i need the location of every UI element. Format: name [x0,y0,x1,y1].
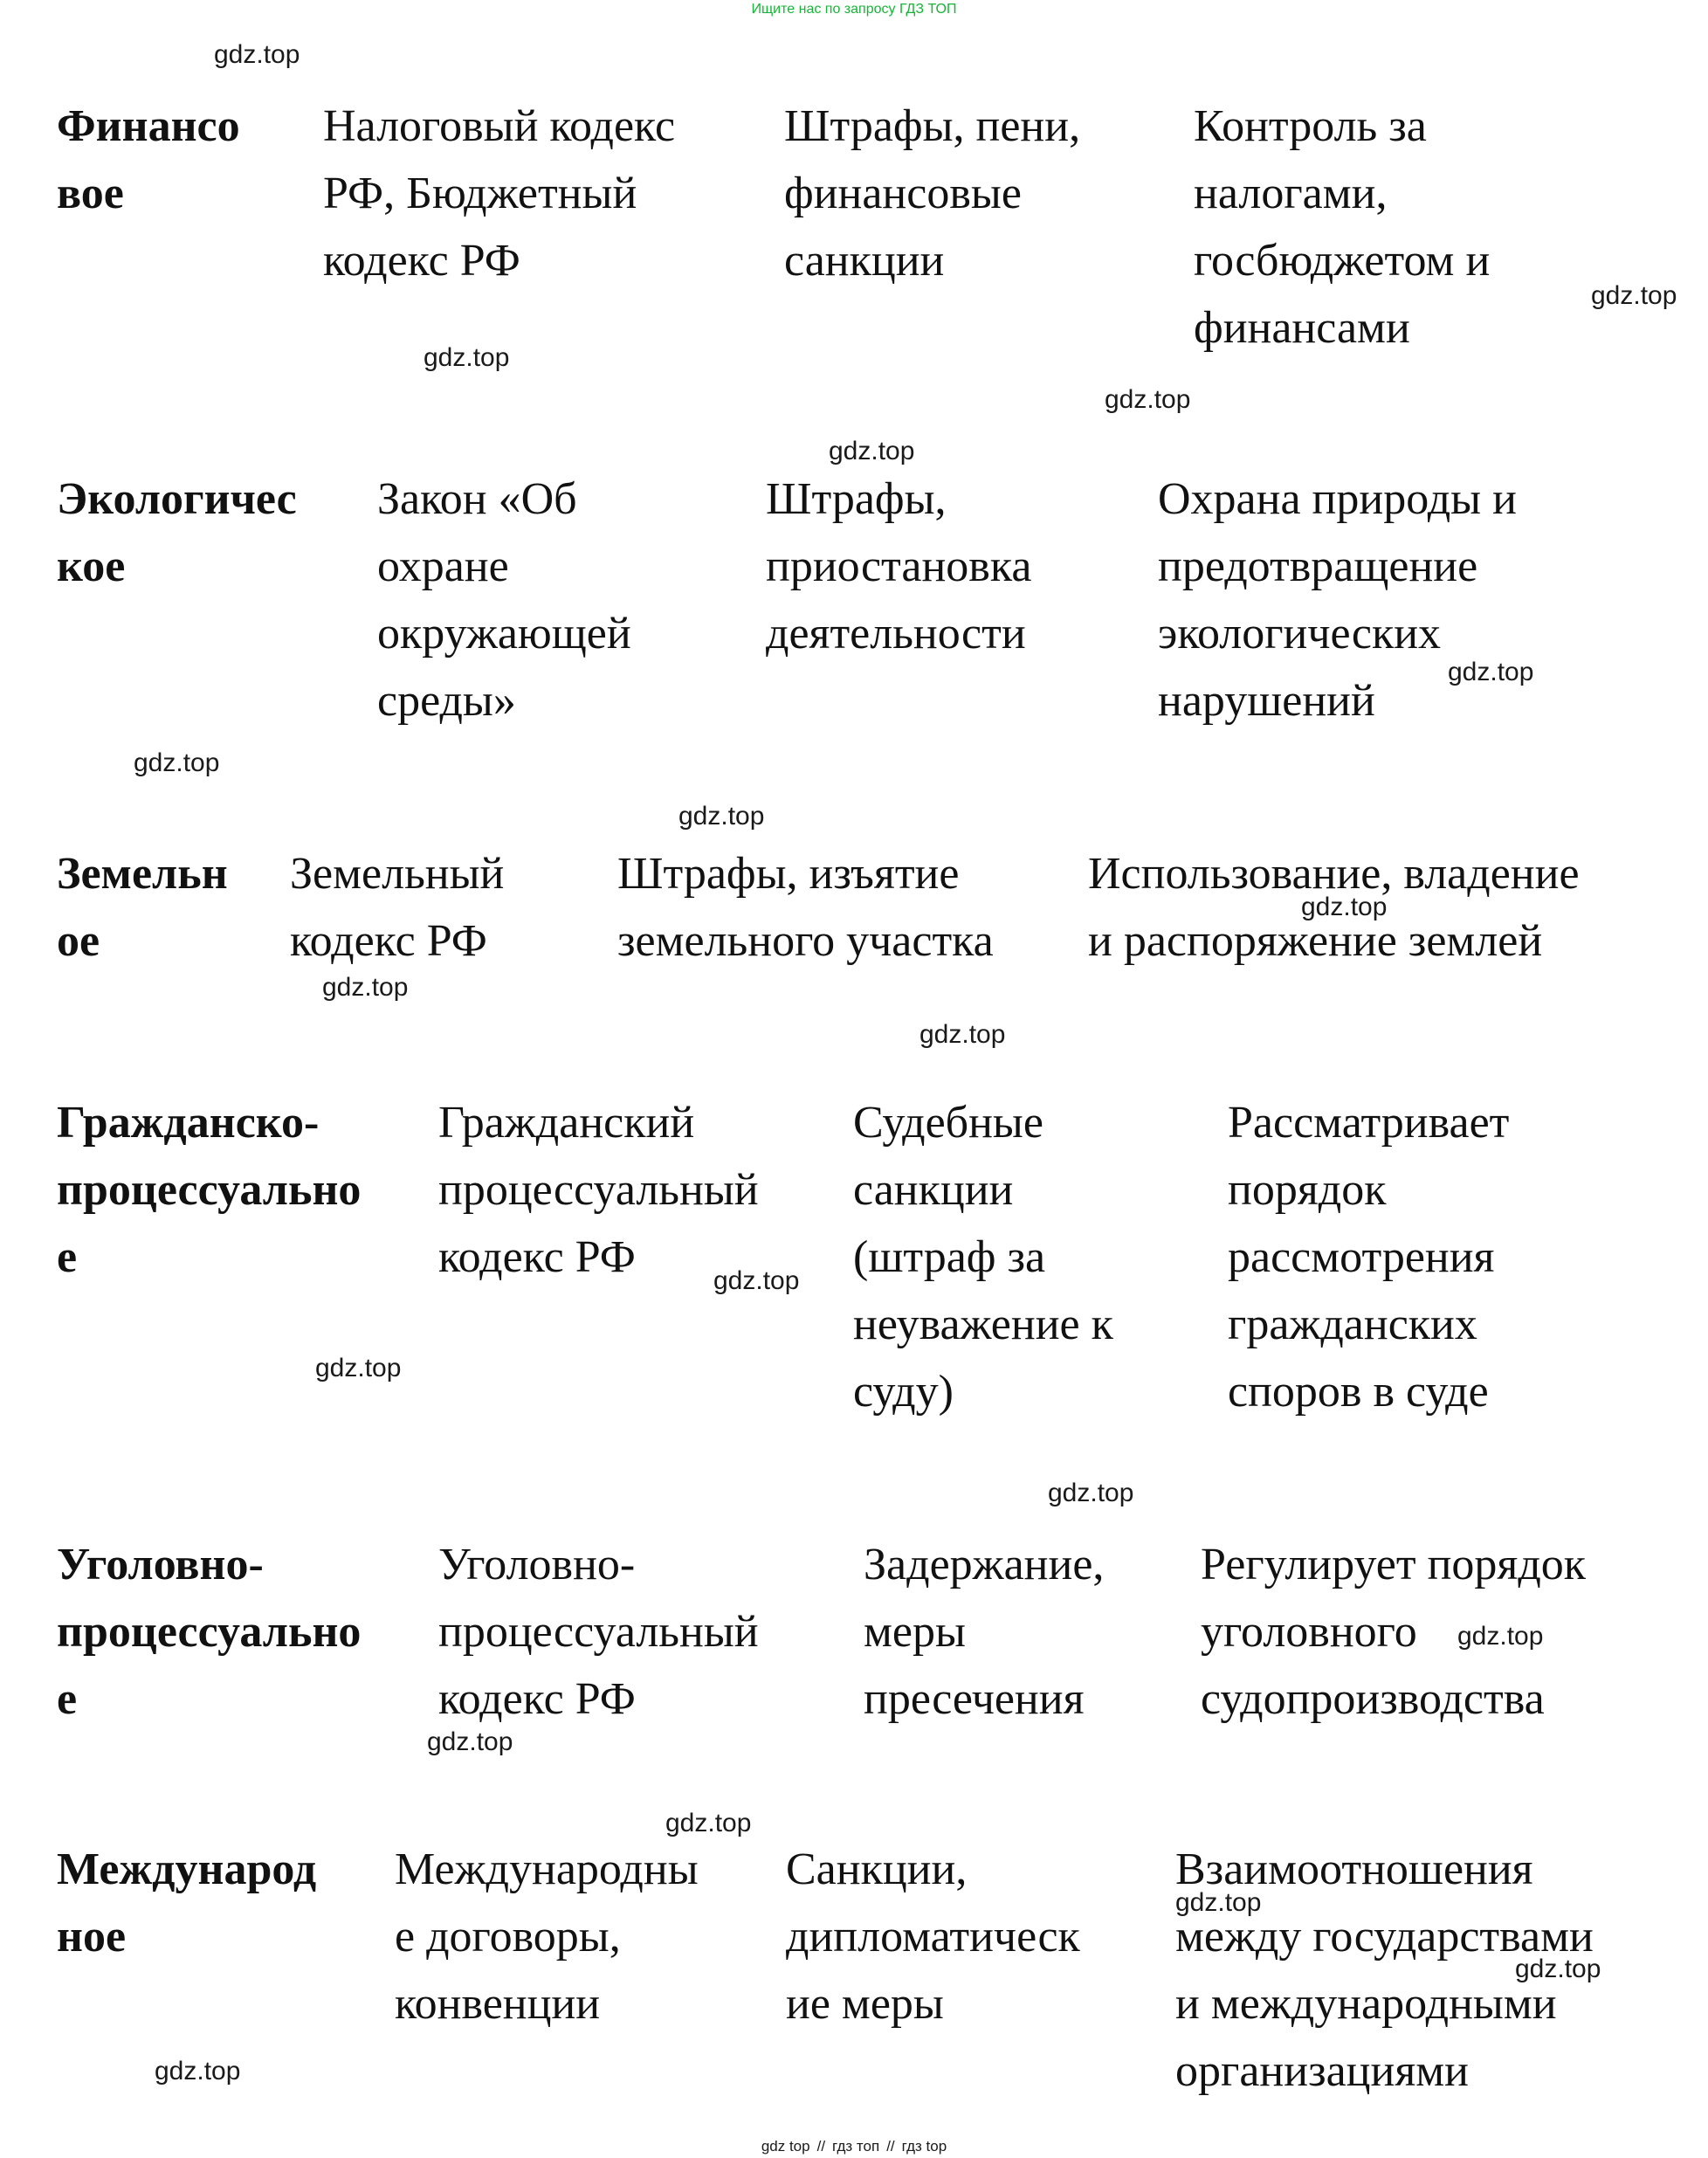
watermark: gdz.top [427,1727,513,1756]
watermark: gdz.top [155,2057,241,2086]
row-term: Земельн ое [57,849,228,966]
watermark: gdz.top [1591,281,1677,310]
row-law: Закон «Об охране окружающей среды» [377,474,631,726]
watermark: gdz.top [1515,1955,1601,1983]
row-purpose: Рассматривает порядок рассмотрения гражданских споров в суде [1228,1098,1510,1417]
row-purpose: Регулирует порядок уголовного судопроизводства [1201,1540,1587,1724]
watermark: gdz.top [214,40,300,69]
row-law: Международны е договоры, конвенции [395,1844,699,2029]
row-law: Налоговый кодекс РФ, Бюджетный кодекс РФ [323,101,676,286]
row-term: Финансо вое [57,101,240,218]
row-purpose: Контроль за налогами, госбюджетом и финансами [1194,101,1491,353]
row-purpose: Охрана природы и предотвращение экологических нарушений [1158,474,1517,726]
watermark: gdz.top [1301,893,1388,921]
row-sanctions: Штрафы, приостановка деятельности [766,474,1032,658]
footer-separator: // [816,2138,826,2155]
top-banner: Ищите нас по запросу ГДЗ ТОП [751,2,957,17]
watermark: gdz.top [1175,1888,1262,1917]
footer-links [0,2138,1708,2155]
watermark: gdz.top [678,802,765,831]
row-term: Экологичес кое [57,474,297,591]
footer-separator: // [886,2138,895,2155]
watermark: gdz.top [713,1266,800,1295]
watermark: gdz.top [1048,1479,1134,1507]
row-term: Гражданско- процессуально е [57,1098,362,1282]
row-sanctions: Судебные санкции (штраф за неуважение к суду) [853,1098,1113,1417]
watermark: gdz.top [919,1020,1006,1049]
watermark: gdz.top [665,1809,752,1837]
watermark: gdz.top [134,748,220,777]
footer-link[interactable]: gdz top [761,2138,810,2155]
row-sanctions: Штрафы, изъятие земельного участка [617,849,994,966]
watermark: gdz.top [829,437,915,465]
row-law: Гражданский процессуальный кодекс РФ [438,1098,759,1282]
row-sanctions: Задержание, меры пресечения [864,1540,1105,1724]
row-purpose: Взаимоотношения между государствами и международными организациями [1175,1844,1594,2096]
row-purpose: Использование, владение и распоряжение землей [1088,849,1580,966]
row-law: Уголовно- процессуальный кодекс РФ [438,1540,759,1724]
row-term: Международ ное [57,1844,317,1962]
row-law: Земельный кодекс РФ [290,849,505,966]
watermark: gdz.top [424,343,510,372]
watermark: gdz.top [1457,1622,1544,1651]
row-term: Уголовно- процессуально е [57,1540,362,1724]
row-sanctions: Санкции, дипломатическ ие меры [786,1844,1080,2029]
watermark: gdz.top [315,1354,402,1382]
footer-link[interactable]: гдз top [901,2138,947,2155]
watermark: gdz.top [1448,658,1534,686]
row-sanctions: Штрафы, пени, финансовые санкции [784,101,1081,286]
watermark: gdz.top [322,973,409,1002]
footer-link[interactable]: гдз топ [832,2138,880,2155]
watermark: gdz.top [1105,385,1191,414]
